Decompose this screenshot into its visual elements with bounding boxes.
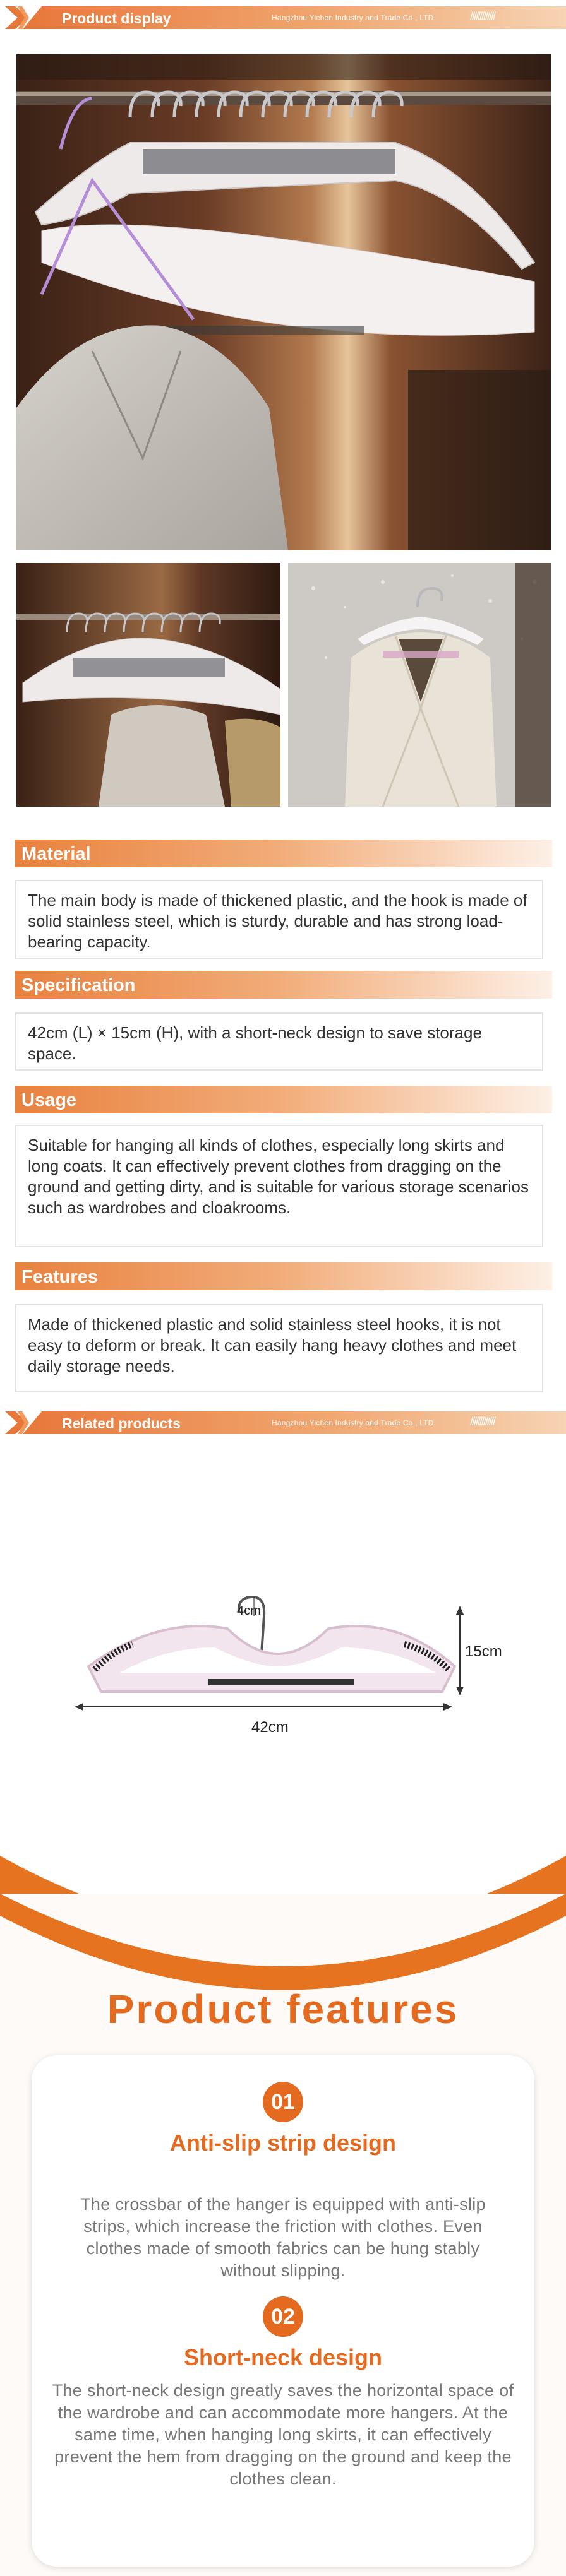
features-text: Made of thickened plastic and solid stainless steel hooks, it is not easy to deform or break. It can easily hang heavy clothes and meet daily storage needs. xyxy=(15,1304,543,1392)
banner-company: Hangzhou Yichen Industry and Trade Co., LTD xyxy=(272,13,434,22)
features-label: Features xyxy=(21,1267,98,1287)
feature-desc-02: The short-neck design greatly saves the horizontal space of the wardrobe and can accommodate more hangers. At the same time, when hanging long skirts, it can effectively prevent the hem from dragging on the ground and keep the clothes clean. xyxy=(52,2381,514,2488)
feature-number-02: 02 xyxy=(263,2296,303,2337)
feature-number-01: 01 xyxy=(263,2082,303,2122)
product-features-section xyxy=(0,1856,566,2576)
coat-on-hanger-image xyxy=(288,563,551,807)
hook-dimension-label: 4cm xyxy=(237,1604,261,1618)
banner-company: Hangzhou Yichen Industry and Trade Co., LTD xyxy=(272,1418,434,1427)
usage-label: Usage xyxy=(21,1090,77,1110)
product-features-heading: Product features xyxy=(107,1986,459,2032)
material-heading xyxy=(15,840,552,867)
width-dimension-label: 42cm xyxy=(251,1719,289,1736)
banner-slashes: ///////////// xyxy=(470,1415,495,1428)
product-display-banner xyxy=(0,0,566,35)
banner-title: Related products xyxy=(62,1415,181,1432)
feature-title-01: Anti-slip strip design xyxy=(169,2130,396,2156)
dimension-diagram xyxy=(0,1578,566,1767)
hanger-dimension-drawing xyxy=(0,1578,566,1767)
specification-text: 42cm (L) × 15cm (H), with a short-neck design to save storage space. xyxy=(15,1012,543,1071)
height-dimension-label: 15cm xyxy=(465,1643,502,1660)
main-product-photo xyxy=(16,54,551,550)
specification-heading xyxy=(15,971,552,999)
specification-label: Specification xyxy=(21,975,136,995)
usage-text: Suitable for hanging all kinds of clothes, especially long skirts and long coats. It can effectively prevent clothes from dragging on the ground and getting dirty, and is suitable for various storage scenarios such as wardrobes and cloakrooms. xyxy=(15,1125,543,1247)
hangers-rack-image xyxy=(16,563,280,807)
feature-title-02: Short-neck design xyxy=(183,2344,383,2370)
feature-desc-01: The crossbar of the hanger is equipped with anti-slip strips, which increase the friction with clothes. Even clothes made of smooth fabrics can be hung stably without slipping. xyxy=(80,2195,486,2280)
features-heading xyxy=(15,1262,552,1290)
material-label: Material xyxy=(21,844,91,864)
banner-slashes: ///////////// xyxy=(470,10,495,23)
hangers-rack-photo xyxy=(16,563,280,807)
banner-title: Product display xyxy=(62,10,171,27)
related-products-banner xyxy=(0,1405,566,1440)
hangers-wardrobe-image xyxy=(16,54,551,550)
chevron-right-icon xyxy=(5,1411,28,1434)
chevron-right-icon xyxy=(5,6,28,29)
usage-heading xyxy=(15,1086,552,1113)
coat-on-hanger-photo xyxy=(288,563,551,807)
material-text: The main body is made of thickened plastic, and the hook is made of solid stainless steel, which is sturdy, durable and has strong load-bearing capacity. xyxy=(15,880,543,959)
